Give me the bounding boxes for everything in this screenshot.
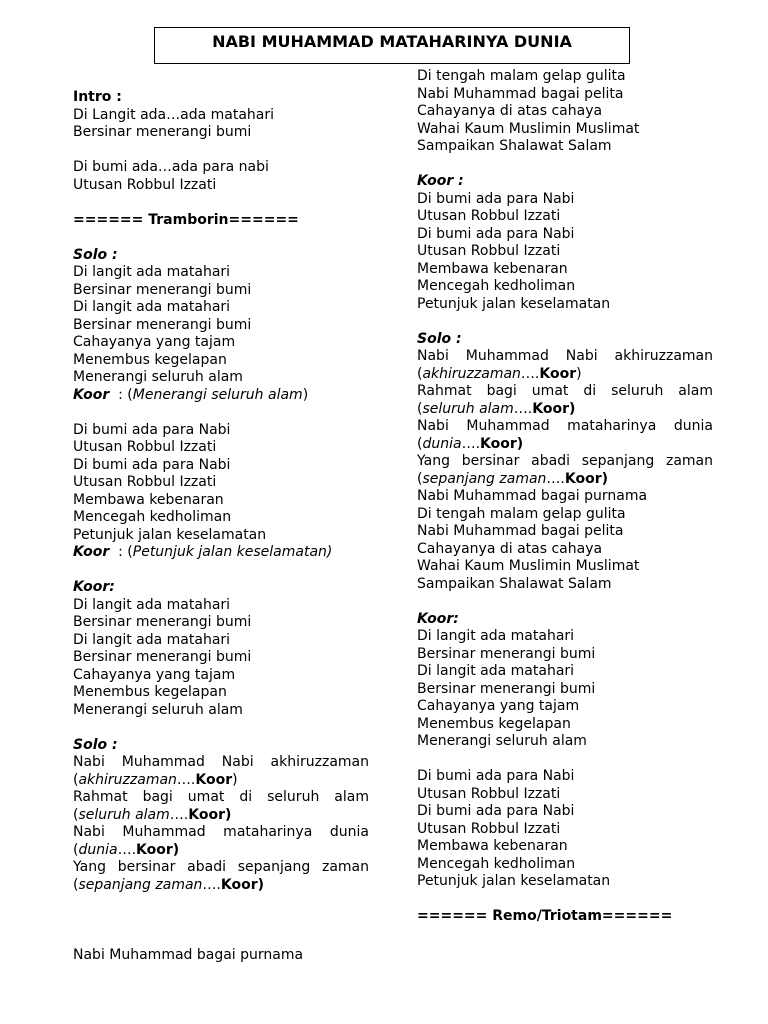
lyric-line: Di bumi ada para Nabi: [73, 421, 231, 438]
blank-line: [417, 593, 713, 611]
blank-line: [73, 719, 369, 737]
response-line: [417, 366, 713, 384]
lyric-line: Menerangi seluruh alam: [73, 369, 243, 385]
koor-prefix: : (: [109, 386, 133, 403]
lyric-line: Utusan Robbul Izzati: [73, 474, 217, 490]
response-line: [73, 772, 369, 790]
lyric-line: Menembus kegelapan: [73, 684, 227, 700]
lyric-line: Di bumi ada para Nabi: [417, 190, 575, 207]
response-text: sepanjang zaman: [78, 876, 203, 893]
response-koor: Koor): [136, 841, 180, 858]
lyric-line: Rahmat bagi umat di seluruh alam: [73, 789, 369, 805]
lyric-line: Bersinar menerangi bumi: [73, 316, 252, 333]
lyric-line: Nabi Muhammad bagai purnama: [417, 488, 648, 504]
lyric-line: Menembus kegelapan: [73, 351, 227, 368]
song-title: NABI MUHAMMAD MATAHARINYA DUNIA: [154, 27, 630, 64]
koor-response: [73, 387, 369, 405]
response-open: (: [417, 365, 423, 382]
response-dots: ….: [546, 470, 565, 487]
lyric-line: Di langit ada matahari: [73, 596, 231, 613]
response-koor: Koor): [564, 470, 609, 487]
response-line: [73, 807, 369, 825]
response-koor: Koor): [480, 435, 524, 452]
lyric-line: Nabi Muhammad Nabi akhiruzzaman: [73, 754, 369, 770]
response-line: [417, 471, 713, 489]
lyric-line: Cahayanya yang tajam: [417, 698, 580, 714]
lyric-line: Bersinar menerangi bumi: [73, 649, 252, 665]
blank-line: [73, 142, 369, 160]
response-close: ): [232, 771, 238, 788]
response-line: [417, 436, 713, 454]
response-dots: ….: [169, 806, 189, 823]
response-text: dunia: [78, 841, 118, 858]
blank-line: [417, 891, 713, 909]
response-dots: ….: [117, 841, 137, 858]
response-koor: Koor): [532, 400, 576, 417]
lyric-line: Bersinar menerangi bumi: [73, 124, 252, 140]
lyric-line: Di bumi ada para Nabi: [417, 225, 575, 242]
response-text: akhiruzzaman: [422, 365, 521, 382]
response-line: [73, 842, 369, 860]
lyric-line: Di langit ada matahari: [417, 628, 575, 644]
lyric-line: Cahayanya di atas cahaya: [417, 540, 603, 557]
section-label: Koor:: [73, 579, 115, 595]
music-divider: ====== Remo/Triotam======: [417, 908, 673, 924]
response-dots: ….: [520, 365, 540, 382]
koor-suffix: ): [302, 386, 309, 403]
lyric-line: Rahmat bagi umat di seluruh alam: [417, 383, 713, 399]
lyric-line: Menerangi seluruh alam: [417, 733, 587, 749]
lyric-line: Petunjuk jalan keselamatan: [417, 295, 611, 312]
lyric-line: Mencegah kedholiman: [417, 278, 576, 294]
lyric-line: Petunjuk jalan keselamatan: [417, 873, 611, 889]
lyric-line: Di tengah malam gelap gulita: [417, 68, 626, 84]
lyric-line: Cahayanya yang tajam: [73, 666, 236, 683]
lyric-line: Mencegah kedholiman: [73, 509, 232, 525]
response-open: (: [417, 470, 423, 487]
lyric-line: Petunjuk jalan keselamatan: [73, 526, 267, 543]
blank-line: [417, 313, 713, 331]
response-open: (: [73, 876, 79, 893]
section-label: Koor:: [417, 610, 459, 627]
lyric-line: Di bumi ada para Nabi: [417, 768, 575, 784]
lyric-line: Menembus kegelapan: [417, 715, 571, 732]
lyric-line: Utusan Robbul Izzati: [417, 243, 561, 259]
response-text: seluruh alam: [422, 400, 514, 417]
lyric-line: Di Langit ada…ada matahari: [73, 106, 275, 123]
koor-text: Menerangi seluruh alam: [132, 386, 303, 403]
response-koor: Koor): [220, 876, 265, 893]
response-text: akhiruzzaman: [78, 771, 177, 788]
blank-line: [417, 751, 713, 769]
response-dots: ….: [202, 876, 221, 893]
blank-line: [73, 562, 369, 580]
response-text: seluruh alam: [78, 806, 170, 823]
lyric-line: Cahayanya di atas cahaya: [417, 103, 603, 119]
lyric-line: Bersinar menerangi bumi: [417, 680, 596, 697]
lyric-line: Nabi Muhammad mataharinya dunia: [73, 824, 369, 840]
lyric-line: Utusan Robbul Izzati: [73, 176, 217, 193]
lyric-line: Di langit ada matahari: [73, 299, 231, 315]
lyric-line: Nabi Muhammad Nabi akhiruzzaman: [417, 348, 713, 364]
lyric-line: Membawa kebenaran: [417, 260, 568, 277]
koor-label: Koor: [73, 386, 110, 403]
blank-line: [73, 194, 369, 212]
left-column: [73, 89, 369, 894]
right-column: [417, 68, 713, 926]
lyric-line: Wahai Kaum Muslimin Muslimat: [417, 558, 640, 574]
lyric-line-final: Nabi Muhammad bagai purnama: [73, 947, 304, 963]
lyric-line: Yang bersinar abadi sepanjang zaman: [417, 453, 713, 469]
response-open: (: [73, 841, 79, 858]
lyric-line: Utusan Robbul Izzati: [417, 208, 561, 224]
lyric-line: Nabi Muhammad mataharinya dunia: [417, 418, 713, 434]
lyric-line: Di langit ada matahari: [417, 663, 575, 679]
response-dots: ….: [176, 771, 196, 788]
lyric-line: Membawa kebenaran: [417, 838, 568, 854]
blank-line: [73, 229, 369, 247]
lyric-line: Bersinar menerangi bumi: [73, 281, 252, 298]
response-open: (: [417, 435, 423, 452]
music-divider: ====== Tramborin======: [73, 211, 299, 228]
lyric-line: Menerangi seluruh alam: [73, 701, 243, 718]
blank-line: [73, 404, 369, 422]
lyric-line: Cahayanya yang tajam: [73, 334, 236, 350]
section-label: Koor :: [417, 173, 464, 189]
response-line: [417, 401, 713, 419]
response-text: dunia: [422, 435, 462, 452]
koor-label: Koor: [73, 544, 110, 560]
response-open: (: [417, 400, 423, 417]
lyric-line: Utusan Robbul Izzati: [417, 820, 561, 837]
lyric-line: Mencegah kedholiman: [417, 855, 576, 872]
lyric-line: Di bumi ada para Nabi: [417, 803, 575, 819]
response-text: sepanjang zaman: [422, 470, 547, 487]
lyric-line: Bersinar menerangi bumi: [417, 645, 596, 662]
lyric-line: Utusan Robbul Izzati: [73, 439, 217, 455]
koor-prefix: : (: [109, 544, 133, 560]
response-dots: ….: [513, 400, 533, 417]
lyric-line: Utusan Robbul Izzati: [417, 785, 561, 802]
response-close: ): [576, 365, 582, 382]
lyric-line: Di bumi ada para Nabi: [73, 456, 231, 473]
lyric-line: Nabi Muhammad bagai pelita: [417, 523, 624, 539]
lyric-line: Di bumi ada…ada para nabi: [73, 159, 269, 175]
lyric-line: Yang bersinar abadi sepanjang zaman: [73, 859, 369, 875]
lyric-line: Bersinar menerangi bumi: [73, 614, 252, 630]
response-koor: Koor): [188, 806, 232, 823]
lyric-line: Nabi Muhammad bagai pelita: [417, 85, 624, 102]
response-dots: ….: [461, 435, 481, 452]
response-koor: Koor: [539, 365, 577, 382]
response-open: (: [73, 771, 79, 788]
lyric-line: Sampaikan Shalawat Salam: [417, 575, 612, 592]
koor-text: Petunjuk jalan keselamatan): [132, 544, 333, 560]
lyric-line: Sampaikan Shalawat Salam: [417, 138, 612, 154]
blank-line: [417, 156, 713, 174]
response-koor: Koor: [195, 771, 233, 788]
response-open: (: [73, 806, 79, 823]
koor-response: [73, 544, 369, 562]
section-label: Solo :: [417, 330, 462, 347]
lyric-line: Di langit ada matahari: [73, 631, 231, 648]
lyric-line: Wahai Kaum Muslimin Muslimat: [417, 120, 640, 137]
section-label: Solo :: [73, 246, 118, 263]
lyric-line: Di tengah malam gelap gulita: [417, 505, 626, 522]
lyric-line: Membawa kebenaran: [73, 491, 224, 508]
intro-label: Intro :: [73, 89, 122, 105]
section-label: Solo :: [73, 736, 118, 753]
lyric-line: Di langit ada matahari: [73, 264, 231, 280]
response-line: [73, 877, 369, 895]
